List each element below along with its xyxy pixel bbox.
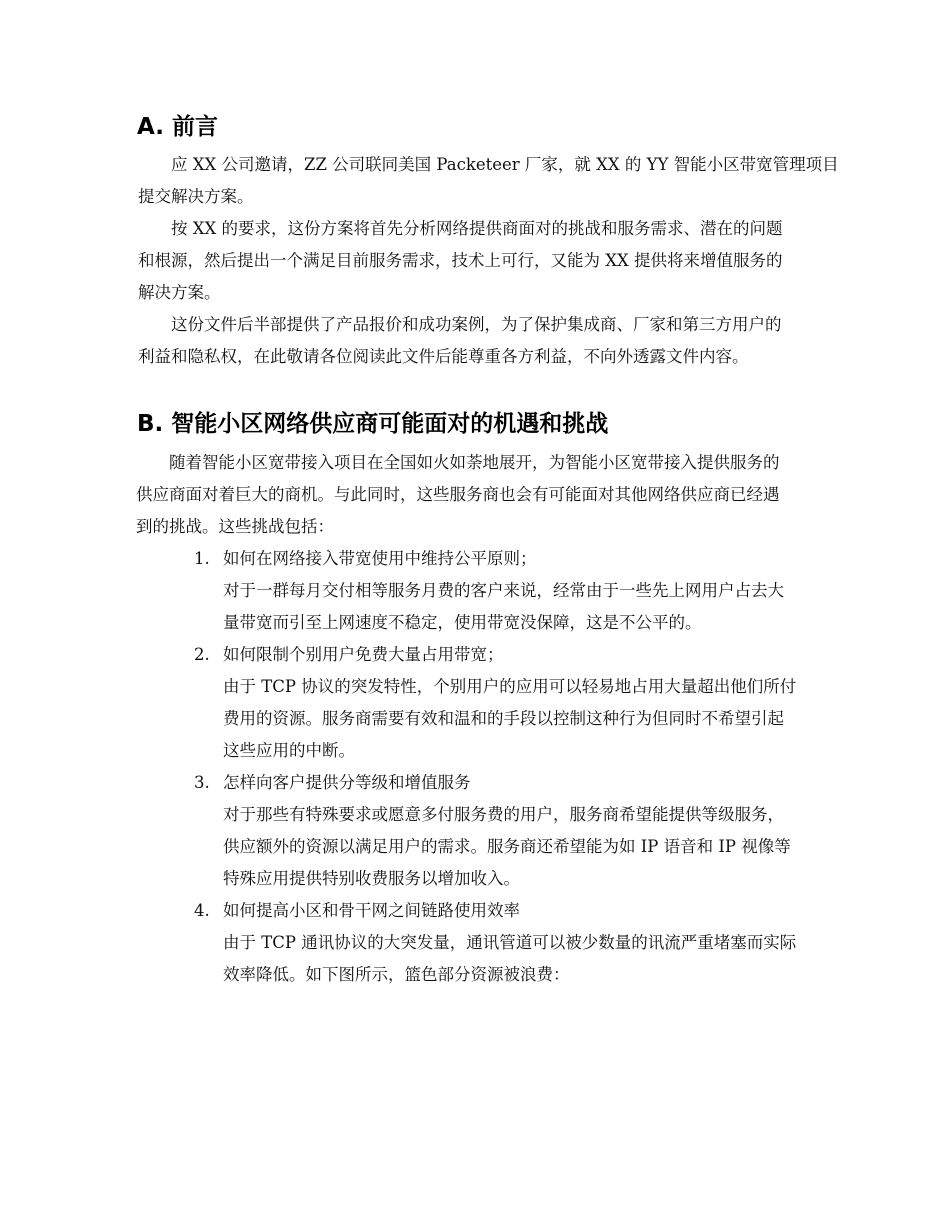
list-number: 3.: [194, 773, 210, 792]
text-line: 按 XX 的要求，这份方案将首先分析网络提供商面对的挑战和服务需求、潜在的问题: [138, 219, 783, 238]
text-line: 和根源，然后提出一个满足目前服务需求，技术上可行，又能为 XX 提供将来增值服务的: [138, 251, 783, 270]
text-line: 利益和隐私权，在此敬请各位阅读此文件后能尊重各方利益，不向外透露文件内容。: [138, 347, 749, 366]
text-line: 对于那些有特殊要求或愿意多付服务费的用户，服务商希望能提供等级服务，: [223, 805, 784, 824]
text-line: 对于一群每月交付相等服务月费的客户来说，经常由于一些先上网用户占去大: [223, 581, 784, 600]
text-line: 到的挑战。这些挑战包括：: [136, 517, 334, 536]
challenge-list: [194, 543, 874, 991]
list-item-body: [223, 799, 874, 895]
text-line: 由于 TCP 协议的突发特性，个别用户的应用可以轻易地占用大量超出他们所付: [223, 677, 797, 696]
list-number: 2.: [194, 645, 210, 664]
text-line: 提交解决方案。: [138, 187, 254, 206]
text-line: 这份文件后半部提供了产品报价和成功案例，为了保护集成商、厂家和第三方用户的: [138, 315, 782, 334]
list-item: [194, 639, 874, 767]
list-item-body: [223, 671, 874, 767]
text-line: 量带宽而引至上网速度不稳定，使用带宽没保障，这是不公平的。: [223, 613, 702, 632]
text-line: 费用的资源。服务商需要有效和温和的手段以控制这种行为但同时不希望引起: [223, 709, 784, 728]
list-item: [194, 543, 874, 639]
section-a-paragraph-2: [138, 213, 782, 309]
text-line: 供应额外的资源以满足用户的需求。服务商还希望能为如 IP 语音和 IP 视像等: [223, 837, 791, 856]
list-item-title: 如何提高小区和骨干网之间链路使用效率: [223, 901, 520, 920]
text-line: 效率降低。如下图所示，篮色部分资源被浪费：: [223, 965, 570, 984]
list-item-body: [223, 927, 874, 991]
section-a-paragraph-3: [138, 309, 782, 373]
text-line: 随着智能小区宽带接入项目在全国如火如荼地展开，为智能小区宽带接入提供服务的: [136, 453, 780, 472]
text-line: 由于 TCP 通讯协议的大突发量，通讯管道可以被少数量的讯流严重堵塞而实际: [223, 933, 797, 952]
section-b-heading: B. 智能小区网络供应商可能面对的机遇和挑战: [137, 411, 609, 437]
list-item: [194, 767, 874, 895]
section-a-heading: A. 前言: [137, 114, 218, 140]
section-a-paragraph-1: [138, 149, 839, 213]
text-line: 应 XX 公司邀请，ZZ 公司联同美国 Packeteer 厂家，就 XX 的 YY 智能小区带宽管理项目: [138, 155, 839, 174]
list-number: 4.: [194, 901, 210, 920]
list-item-title: 怎样向客户提供分等级和增值服务: [223, 773, 471, 792]
section-b-intro: [136, 447, 780, 543]
list-number: 1.: [194, 549, 210, 568]
list-item-title: 如何限制个别用户免费大量占用带宽；: [223, 645, 504, 664]
list-item-title: 如何在网络接入带宽使用中维持公平原则；: [223, 549, 537, 568]
text-line: 特殊应用提供特别收费服务以增加收入。: [223, 869, 520, 888]
text-line: 这些应用的中断。: [223, 741, 355, 760]
list-item-body: [223, 575, 874, 639]
text-line: 供应商面对着巨大的商机。与此同时，这些服务商也会有可能面对其他网络供应商已经遇: [136, 485, 780, 504]
list-item: [194, 895, 874, 991]
text-line: 解决方案。: [138, 283, 221, 302]
